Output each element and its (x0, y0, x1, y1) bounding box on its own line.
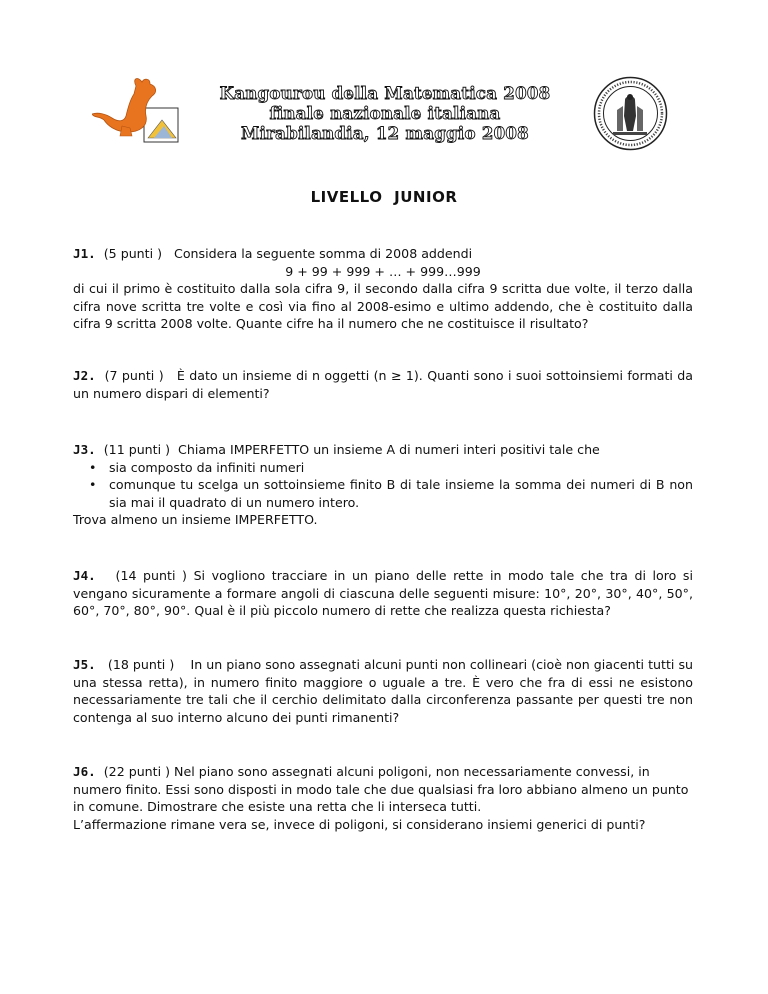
header-subtitle: finale nazionale italiana (269, 104, 501, 123)
question-points: (22 punti ) (103, 764, 171, 779)
header-date: Mirabilandia, 12 maggio 2008 (241, 124, 529, 143)
question-j2 (73, 367, 693, 402)
question-intro: Chiama IMPERFETTO un insieme A di numeri interi positivi tale che (178, 442, 600, 457)
question-outro: Trova almeno un insieme IMPERFETTO. (73, 512, 318, 527)
question-j3 (73, 441, 693, 529)
question-text-followup: L’affermazione rimane vera se, invece di poligoni, si considerano insiemi generici di punti? (73, 816, 646, 832)
question-number: J1. (73, 246, 96, 261)
kangourou-logo (92, 76, 180, 146)
question-number: J6. (73, 764, 96, 779)
header-title: Kangourou della Matematica 2008 (219, 84, 551, 103)
question-points: (11 punti ) (103, 442, 171, 457)
question-text: È dato un insieme di n oggetti (n ≥ 1). Quanti sono i suoi sottoinsiemi formati da un numero dispari di elementi? (73, 368, 694, 401)
question-text: di cui il primo è costituito dalla sola cifra 9, il secondo dalla cifra 9 scritta due volte, il terzo dalla cifra nove scritta tre volte e così via fino al 2008-esimo e ultimo addendo, che è costituito dalla cifra 9 scritta 2008 volte. Quante cifre ha il numero che ne costituisce il risultato? (73, 281, 693, 331)
question-j6 (73, 763, 693, 833)
question-number: J4. (73, 568, 96, 583)
question-intro: Considera la seguente somma di 2008 addendi (174, 246, 473, 261)
condition-list (73, 459, 693, 512)
question-points: (18 punti ) (107, 657, 175, 672)
list-item: • comunque tu scelga un sottoinsieme finito B di tale insieme la somma dei numeri di B non sia mai il quadrato di un numero intero. (109, 476, 693, 511)
question-number: J3. (73, 442, 96, 457)
list-item: • sia composto da infiniti numeri (109, 459, 693, 477)
level-heading: LIVELLO JUNIOR (310, 188, 458, 206)
question-j4 (73, 567, 693, 620)
question-j1 (73, 245, 693, 333)
question-points: (5 punti ) (103, 246, 163, 261)
question-text: In un piano sono assegnati alcuni punti non collineari (cioè non giacenti tutti su una stessa retta), in numero finito maggiore o uguale a tre. È vero che fra di essi ne esistono necessariamente tre tali che il cerchio delimitato dalla circonferenza passante per questi tre non contenga al suo interno alcuno dei punti rimanenti? (73, 657, 693, 725)
question-text: Si vogliono tracciare in un piano delle rette in modo tale che tra di loro si vengano sicuramente a formare angoli di ciascuna delle seguenti misure: 10°, 20°, 30°, 40°, 50°, 60°, 70°, 80°, 90°. Qual è il più piccolo numero di rette che realizza questa richiesta? (73, 568, 693, 618)
question-points: (14 punti ) (115, 568, 187, 583)
question-text: Nel piano sono assegnati alcuni poligoni, non necessariamente convessi, in numero finito. Essi sono disposti in modo tale che due qualsiasi fra loro abbiano almeno un punto in comune. Dimostrare che esiste una retta che li interseca tutti. (73, 764, 689, 814)
question-formula: 9 + 99 + 999 + … + 999…999 (285, 263, 481, 279)
question-j5 (73, 656, 693, 726)
question-number: J2. (73, 368, 96, 383)
question-number: J5. (73, 657, 96, 672)
university-seal (593, 76, 668, 151)
question-points: (7 punti ) (104, 368, 164, 383)
competition-header (180, 84, 590, 144)
